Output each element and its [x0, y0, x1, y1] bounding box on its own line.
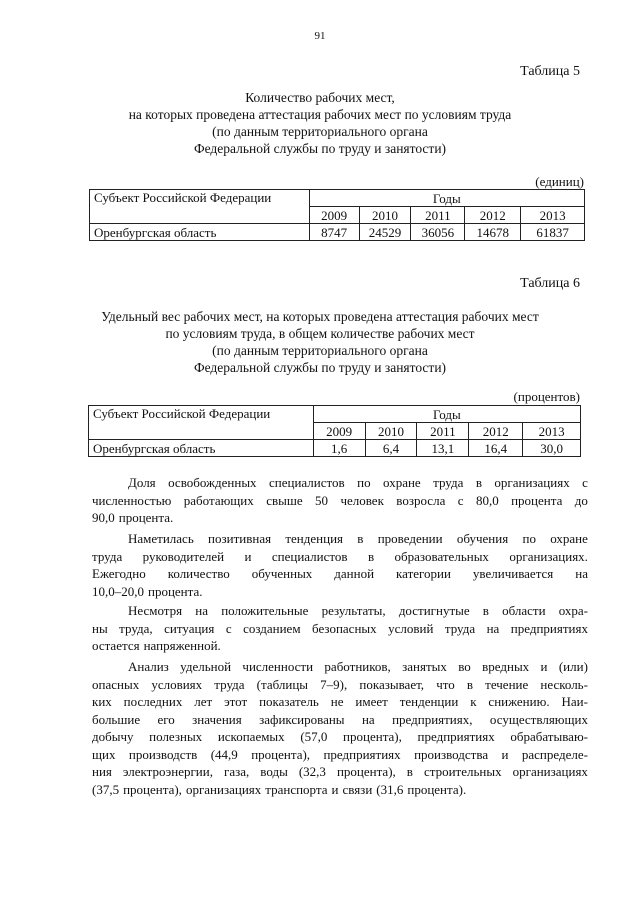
- table6-header-years: Годы: [313, 406, 580, 423]
- table5: [89, 189, 585, 241]
- table6-year-cell: 2013: [523, 423, 581, 440]
- table5-header-years: Годы: [309, 190, 584, 207]
- table5-year-cell: 2010: [359, 207, 411, 224]
- paragraph-line: Доля освобожденных специалистов по охране труда в организациях с: [128, 475, 588, 490]
- paragraph-line: ких последних лет этот показатель не имеет тенденции к снижению. Наи-: [92, 694, 588, 709]
- table6-year-cell: 2010: [365, 423, 417, 440]
- table5-year-cell: 2013: [521, 207, 585, 224]
- table6-title-line: Удельный вес рабочих мест, на которых проведена аттестация рабочих мест: [101, 309, 539, 324]
- table6-title: [60, 308, 580, 376]
- paragraph-line: опасных условиях труда (таблицы 7–9), показывает, что в течение несколь-: [92, 676, 588, 692]
- paragraph-line: Ежегодно количество обученных данной категории увеличивается на: [92, 566, 588, 581]
- table6-header-subject: Субъект Российской Федерации: [89, 406, 314, 440]
- table5-title: [60, 89, 580, 157]
- table5-label: Таблица 5: [520, 64, 580, 79]
- table6-units: (процентов): [513, 389, 580, 404]
- paragraph-line: 10,0–20,0 процента.: [92, 583, 203, 599]
- table6-label: Таблица 6: [520, 276, 580, 291]
- paragraph-line: ния электроэнергии, газа, воды (32,3 процента), в строительных организациях: [92, 764, 588, 779]
- paragraph-line: труда руководителей и специалистов в образовательных организациях.: [92, 548, 588, 564]
- table5-data-row: [90, 224, 585, 241]
- table6-header-row: [89, 406, 581, 423]
- table5-title-line: Количество рабочих мест,: [245, 90, 395, 105]
- page-number: 91: [314, 30, 326, 42]
- table6-value-cell: 6,4: [365, 440, 417, 457]
- table6-value-cell: 30,0: [523, 440, 581, 457]
- table6-value-cell: 13,1: [417, 440, 469, 457]
- paragraph: [92, 602, 588, 655]
- table5-header-subject: Субъект Российской Федерации: [90, 190, 310, 224]
- table5-value-cell: 14678: [465, 224, 521, 241]
- table5-year-cell: 2012: [465, 207, 521, 224]
- table5-title-line: Федеральной службы по труду и занятости): [193, 141, 447, 156]
- table5-year-cell: 2011: [411, 207, 465, 224]
- table5-title-line: (по данным территориального органа: [212, 124, 428, 139]
- table5-header-row: [90, 190, 585, 207]
- paragraph-line: Наметилась позитивная тенденция в проведении обучения по охране: [128, 531, 588, 546]
- table6-year-cell: 2011: [417, 423, 469, 440]
- table5-year-cell: 2009: [309, 207, 359, 224]
- paragraph-line: 90,0 процента.: [92, 510, 174, 525]
- table6: [88, 405, 581, 457]
- paragraph-line: численностью работающих свыше 50 человек возросла с 80,0 процента до: [92, 492, 588, 508]
- table6-value-cell: 16,4: [469, 440, 523, 457]
- table6-title-line: (по данным территориального органа: [212, 343, 428, 358]
- paragraph: [92, 474, 588, 527]
- paragraph-line: (37,5 процента), организациях транспорта и связи (31,6 процента).: [92, 781, 467, 797]
- table6-year-cell: 2012: [469, 423, 523, 440]
- table6-title-line: по условиям труда, в общем количестве рабочих мест: [165, 326, 475, 341]
- table5-row-subject: Оренбургская область: [90, 224, 310, 241]
- table6-title-line: Федеральной службы по труду и занятости): [193, 360, 447, 375]
- paragraph-line: Анализ удельной численности работников, занятых во вредных и (или): [128, 659, 588, 674]
- table6-value-cell: 1,6: [313, 440, 365, 457]
- table5-title-line: на которых проведена аттестация рабочих мест по условиям труда: [128, 107, 512, 122]
- paragraph-line: щих производств (44,9 процента), предприятиях производства и распределе-: [92, 746, 588, 762]
- paragraph-line: ны труда, ситуация с созданием безопасных условий труда на предприятиях: [92, 620, 588, 636]
- table6-year-cell: 2009: [313, 423, 365, 440]
- table6-row-subject: Оренбургская область: [89, 440, 314, 457]
- paragraph-line: Несмотря на положительные результаты, достигнутые в области охра-: [128, 603, 588, 618]
- paragraph-line: большие его значения зафиксированы на предприятиях, осуществляющих: [92, 711, 588, 727]
- table6-data-row: [89, 440, 581, 457]
- table5-value-cell: 61837: [521, 224, 585, 241]
- paragraph-line: добычу полезных ископаемых (57,0 процента), предприятиях обрабатываю-: [92, 729, 588, 744]
- table5-value-cell: 36056: [411, 224, 465, 241]
- paragraph: [92, 530, 588, 600]
- table5-value-cell: 24529: [359, 224, 411, 241]
- table5-value-cell: 8747: [309, 224, 359, 241]
- paragraph: [92, 658, 588, 798]
- paragraph-line: остается напряженной.: [92, 638, 221, 653]
- table5-units: (единиц): [535, 174, 584, 189]
